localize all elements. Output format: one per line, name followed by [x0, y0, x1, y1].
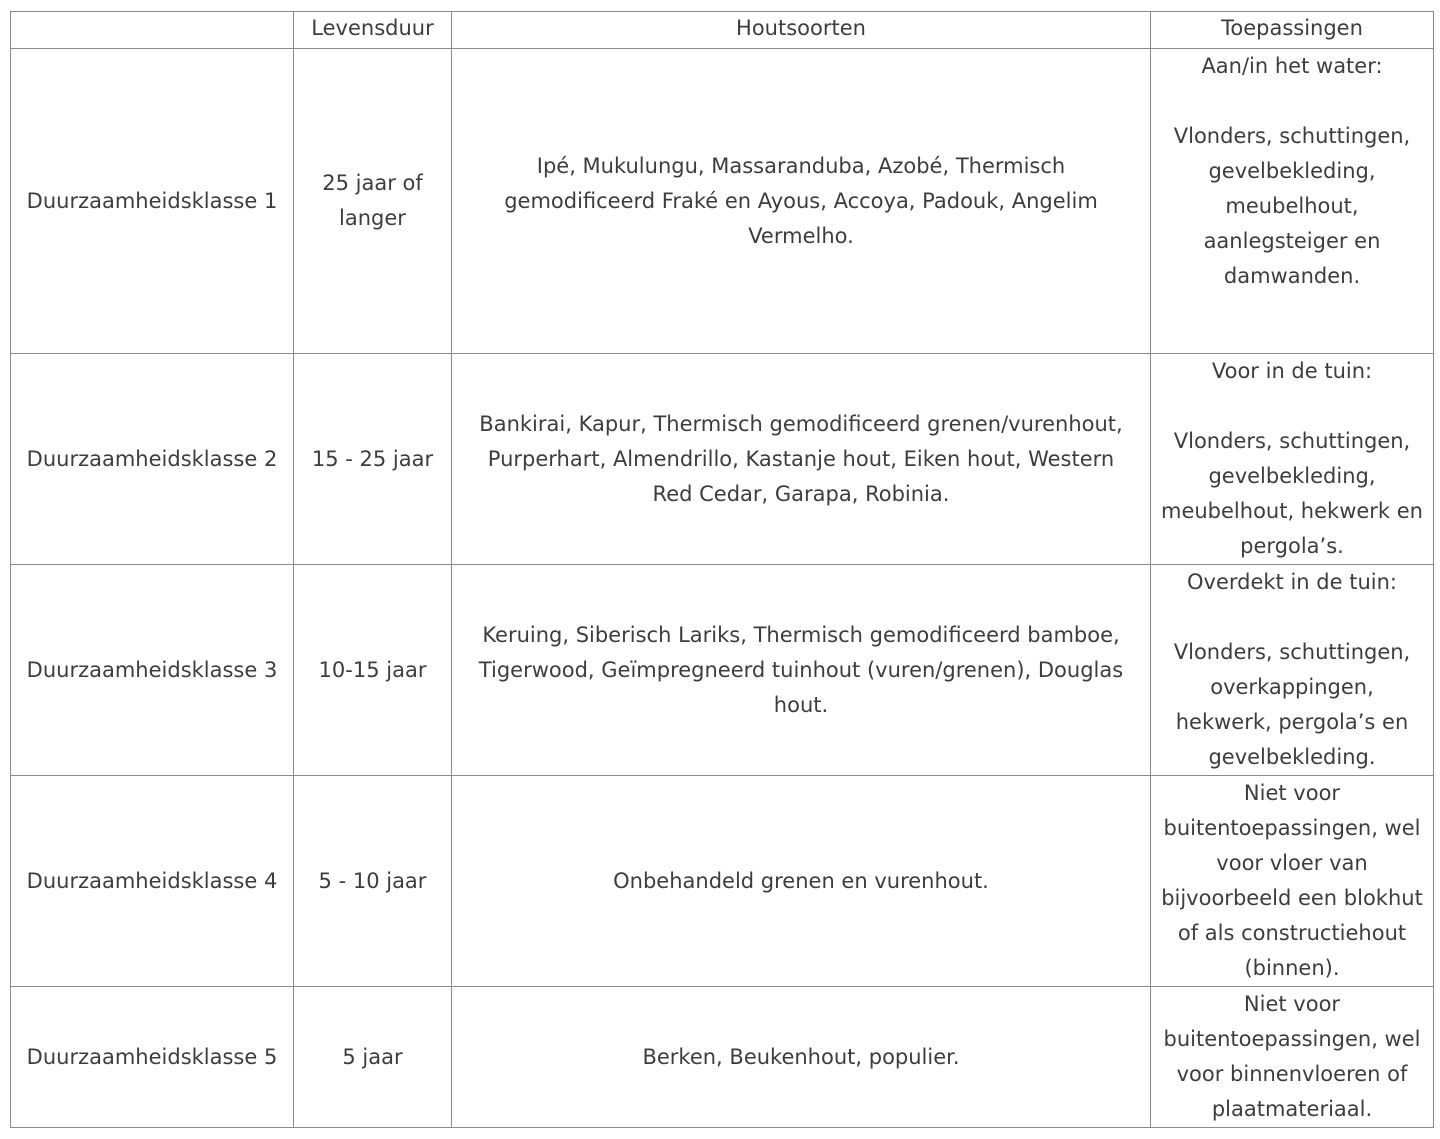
cell-toepassingen — [1151, 565, 1434, 776]
levensduur-line: 5 jaar — [342, 1044, 403, 1069]
table-row — [11, 565, 1434, 776]
cell-toepassingen — [1151, 987, 1434, 1128]
toepassing-line: overkappingen, — [1210, 675, 1374, 699]
cell-klasse: Duurzaamheidsklasse 3 — [11, 565, 294, 776]
toepassing-kop: Overdekt in de tuin: — [1187, 570, 1397, 594]
levensduur-line: langer — [339, 206, 406, 230]
cell-levensduur — [294, 987, 452, 1128]
toepassing-spacer — [1153, 389, 1431, 424]
toepassing-line: Vlonders, schuttingen, — [1173, 124, 1411, 148]
table-row — [11, 987, 1434, 1128]
header-empty — [11, 12, 294, 49]
toepassing-line: aanlegsteiger en — [1203, 229, 1381, 253]
toepassing-spacer — [1153, 84, 1431, 119]
levensduur-line: 10-15 jaar — [318, 657, 427, 682]
toepassing-line: meubelhout, hekwerk en — [1160, 499, 1423, 523]
cell-klasse: Duurzaamheidsklasse 5 — [11, 987, 294, 1128]
toepassing-line: buitentoepassingen, wel — [1163, 1027, 1421, 1051]
toepassing-line: gevelbekleding. — [1208, 745, 1376, 769]
toepassing-line: voor vloer van — [1216, 851, 1368, 875]
houtsoorten-line: Tigerwood, Geïmpregneerd tuinhout (vuren/grenen), Douglas — [478, 657, 1124, 682]
cell-toepassingen — [1151, 776, 1434, 987]
toepassing-line: Vlonders, schuttingen, — [1173, 429, 1411, 453]
toepassing-kop: Aan/in het water: — [1201, 54, 1383, 78]
toepassing-kop: Voor in de tuin: — [1211, 359, 1373, 383]
houtsoorten-line: Onbehandeld grenen en vurenhout. — [613, 868, 989, 893]
table-row — [11, 776, 1434, 987]
table-body — [11, 49, 1434, 1128]
header-toepassingen: Toepassingen — [1151, 12, 1434, 49]
cell-houtsoorten — [452, 776, 1151, 987]
cell-houtsoorten — [452, 49, 1151, 354]
cell-houtsoorten — [452, 354, 1151, 565]
cell-klasse: Duurzaamheidsklasse 4 — [11, 776, 294, 987]
toepassing-line: pergola’s. — [1240, 534, 1344, 558]
houtsoorten-line: Berken, Beukenhout, populier. — [642, 1044, 960, 1069]
cell-houtsoorten — [452, 987, 1151, 1128]
cell-levensduur — [294, 354, 452, 565]
houtsoorten-line: Purperhart, Almendrillo, Kastanje hout, Eiken hout, Western — [487, 446, 1115, 471]
header-levensduur: Levensduur — [294, 12, 452, 49]
toepassing-line: (binnen). — [1244, 956, 1340, 980]
toepassing-line: Vlonders, schuttingen, — [1173, 640, 1411, 664]
toepassing-line: voor binnenvloeren of — [1176, 1062, 1408, 1086]
toepassing-line: Niet voor — [1243, 992, 1341, 1016]
table-row — [11, 49, 1434, 354]
houtsoorten-line: hout. — [773, 692, 829, 717]
toepassing-line: meubelhout, — [1225, 194, 1359, 218]
toepassing-line: damwanden. — [1223, 264, 1361, 288]
toepassing-line: hekwerk, pergola’s en — [1175, 710, 1409, 734]
levensduur-line: 25 jaar of — [322, 171, 423, 195]
toepassing-line: gevelbekleding, — [1208, 464, 1376, 488]
toepassing-line: of als constructiehout — [1177, 921, 1407, 945]
cell-klasse: Duurzaamheidsklasse 2 — [11, 354, 294, 565]
toepassing-line: buitentoepassingen, wel — [1163, 816, 1421, 840]
cell-klasse: Duurzaamheidsklasse 1 — [11, 49, 294, 354]
cell-levensduur — [294, 776, 452, 987]
cell-houtsoorten — [452, 565, 1151, 776]
durability-table — [10, 11, 1434, 1128]
levensduur-line: 15 - 25 jaar — [311, 446, 434, 471]
table-row — [11, 354, 1434, 565]
houtsoorten-line: Keruing, Siberisch Lariks, Thermisch gemodificeerd bamboe, — [482, 622, 1120, 647]
houtsoorten-line: gemodificeerd Fraké en Ayous, Accoya, Padouk, Angelim — [504, 188, 1098, 213]
toepassing-line: bijvoorbeeld een blokhut — [1161, 886, 1423, 910]
houtsoorten-line: Red Cedar, Garapa, Robinia. — [652, 481, 950, 506]
table-header-row — [11, 12, 1434, 49]
cell-levensduur — [294, 49, 452, 354]
houtsoorten-line: Vermelho. — [748, 223, 854, 248]
houtsoorten-line: Bankirai, Kapur, Thermisch gemodificeerd grenen/vurenhout, — [479, 411, 1123, 436]
toepassing-spacer — [1153, 600, 1431, 635]
toepassing-line: plaatmateriaal. — [1211, 1097, 1373, 1121]
header-houtsoorten: Houtsoorten — [452, 12, 1151, 49]
toepassing-line: gevelbekleding, — [1208, 159, 1376, 183]
houtsoorten-line: Ipé, Mukulungu, Massaranduba, Azobé, Thermisch — [536, 153, 1066, 178]
cell-toepassingen — [1151, 354, 1434, 565]
levensduur-line: 5 - 10 jaar — [318, 868, 427, 893]
cell-toepassingen — [1151, 49, 1434, 354]
cell-levensduur — [294, 565, 452, 776]
toepassing-line: Niet voor — [1243, 781, 1341, 805]
